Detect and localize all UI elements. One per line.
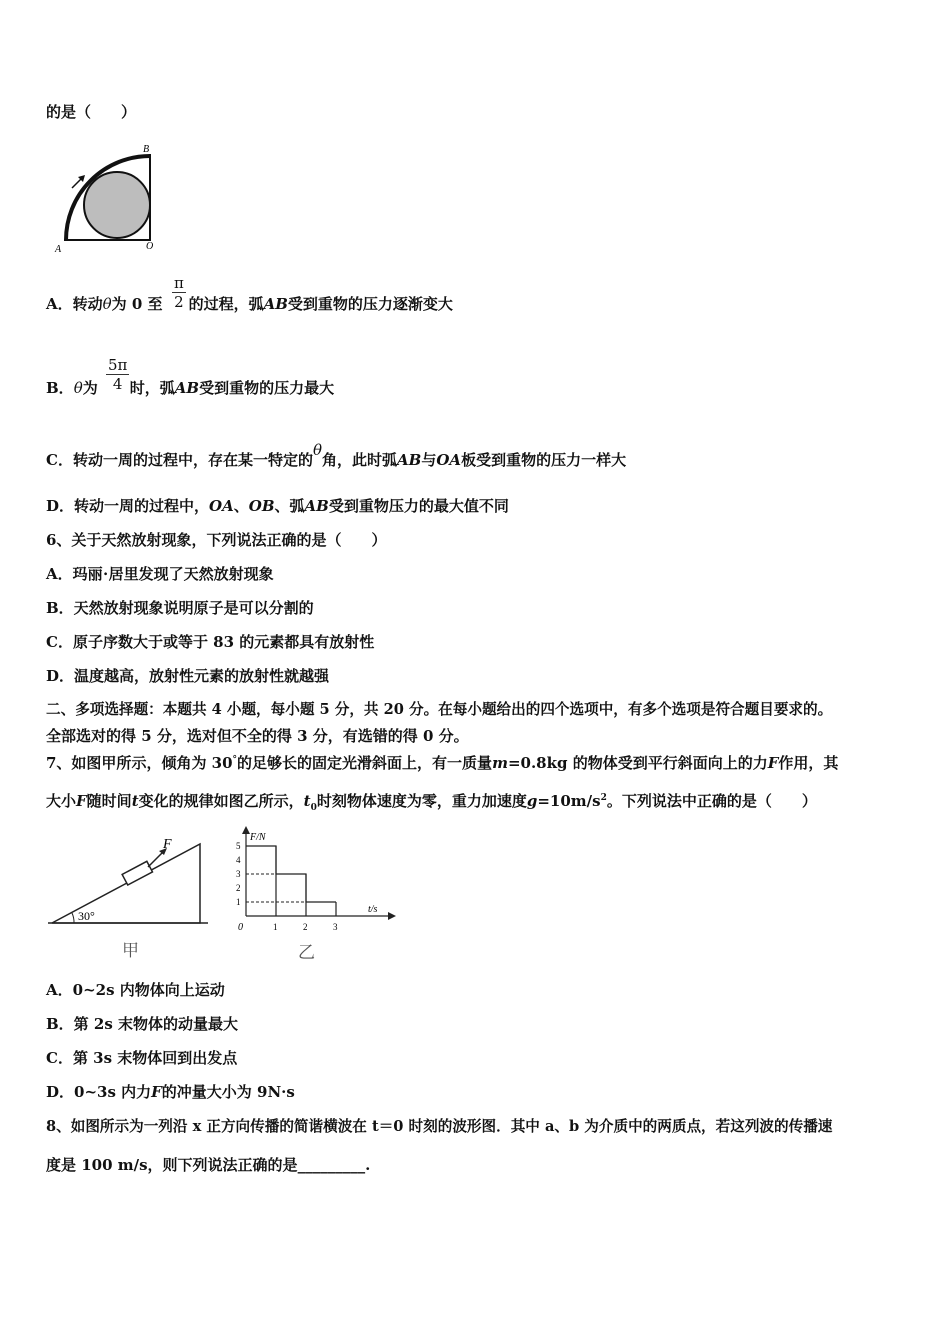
section2-instructions-line1: 二、多项选择题：本题共 4 小题，每小题 5 分，共 20 分。在每小题给出的四个选项中，有多个选项是符合题目要求的。 [46, 701, 833, 718]
q6-option-a: A．玛丽⋅居里发现了天然放射现象 [46, 565, 274, 583]
q7-figure-jia-incline [48, 832, 218, 962]
q8-stem-line2: 度是 100 m/s，则下列说法正确的是_________. [46, 1156, 371, 1174]
section2-instructions-line2: 全部选对的得 5 分，选对但不全的得 3 分，有选错的得 0 分。 [46, 727, 469, 745]
y-tick-label: 5 [236, 841, 241, 851]
y-tick-label: 1 [236, 897, 241, 907]
q7-option-d: D．0~3s 内力F的冲量大小为 9N·s [46, 1083, 295, 1101]
q5-option-a: A．转动θ为 0 至 的过程，弧AB受到重物的压力逐渐变大 [46, 295, 453, 313]
label-b: B [143, 144, 150, 155]
answer-blank: _________ [297, 1156, 366, 1174]
x-axis-label: t/s [368, 904, 378, 915]
x-tick-label: 2 [303, 922, 308, 932]
q6-option-b: B．天然放射现象说明原子是可以分割的 [46, 599, 314, 617]
q7-stem-line2: 大小F随时间t变化的规律如图乙所示，$t_0$时刻物体速度为零，重力加速度$g=10m/s^2$。下列说法中正确的是（ ） [46, 792, 817, 813]
figure-caption-yi: 乙 [298, 943, 315, 962]
force-label: F [163, 837, 172, 852]
incline-triangle [52, 844, 200, 923]
q6-stem: 6、关于天然放射现象，下列说法正确的是（ ） [46, 531, 387, 549]
y-tick-label: 2 [236, 883, 241, 893]
q8-stem-line1: 8、如图所示为一列沿 x 正方向传播的简谐横波在 t＝0 时刻的波形图．其中 a、b 为介质中的两质点，若这列波的传播速 [46, 1118, 833, 1135]
q6-option-d: D．温度越高，放射性元素的放射性就越强 [46, 667, 330, 685]
x-tick-label: 1 [273, 922, 278, 932]
q5-option-b: B．θ为 时，弧AB受到重物的压力最大 [46, 379, 335, 397]
y-axis-arrow [242, 826, 250, 834]
q5-option-d: D．转动一周的过程中，OA、OB、弧AB受到重物压力的最大值不同 [46, 497, 509, 515]
q7-stem-line1: 7、如图甲所示，倾角为 30°的足够长的固定光滑斜面上，有一质量m=0.8kg 的物体受到平行斜面向上的力F作用，其 [46, 754, 839, 772]
series-f-step-line [246, 846, 336, 902]
origin-label: 0 [238, 922, 243, 933]
y-axis-label: F/N [250, 832, 266, 843]
block [122, 861, 152, 885]
ball [84, 172, 150, 238]
q5-option-c: C．转动一周的过程中，存在某一特定的θ角，此时弧AB与OA板受到重物的压力一样大 [46, 441, 627, 469]
q7-figure-yi-ft-graph [228, 826, 408, 964]
angle-label: 30° [78, 909, 95, 923]
q7-option-a: A．0~2s 内物体向上运动 [46, 981, 225, 999]
y-tick-label: 4 [236, 855, 241, 865]
figure-caption-jia: 甲 [122, 941, 139, 960]
q7-option-c: C．第 3s 末物体回到出发点 [46, 1049, 238, 1067]
q5-option-a-fraction: $\frac{\pi}{2}$ [174, 274, 184, 311]
q6-option-c: C．原子序数大于或等于 83 的元素都具有放射性 [46, 633, 375, 651]
q5-figure-quarter-circle [50, 140, 165, 255]
x-tick-label: 3 [333, 922, 338, 932]
label-o: O [146, 241, 154, 252]
angle-arc [72, 913, 74, 923]
q7-option-b: B．第 2s 末物体的动量最大 [46, 1015, 239, 1033]
y-tick-label: 3 [236, 869, 241, 879]
q5-stem-tail: 的是（ ） [46, 103, 137, 121]
x-axis-arrow [388, 912, 396, 920]
label-a: A [55, 244, 62, 255]
q5-option-b-fraction: $\frac{5\pi}{4}$ [108, 356, 128, 393]
